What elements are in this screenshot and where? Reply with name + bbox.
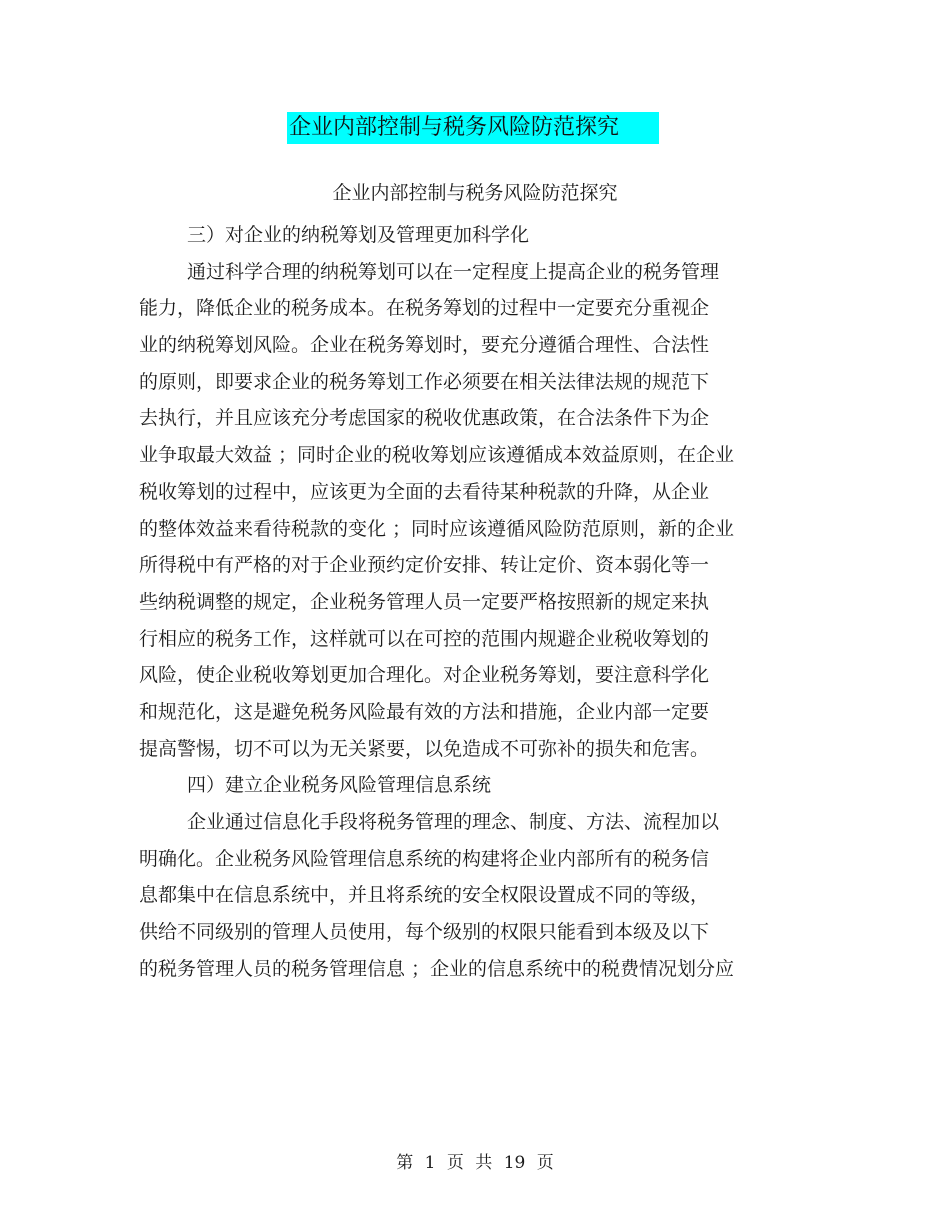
- paragraph-line: 风险，使企业税收筹划更加合理化。对企业税务筹划，要注意科学化: [139, 664, 710, 687]
- body-text: [139, 217, 799, 987]
- paragraph-line: 能力，降低企业的税务成本。在税务筹划的过程中一定要充分重视企: [139, 297, 710, 320]
- paragraph-line: 明确化。企业税务风险管理信息系统的构建将企业内部所有的税务信: [139, 847, 710, 870]
- paragraph-line: 些纳税调整的规定，企业税务管理人员一定要严格按照新的规定来执: [139, 590, 710, 613]
- paragraph-line: 业争取最大效益 ；同时企业的税收筹划应该遵循成本效益原则，在企业: [139, 444, 735, 467]
- paragraph-line: 息都集中在信息系统中，并且将系统的安全权限设置成不同的等级，: [139, 884, 710, 907]
- paragraph-line: 业的纳税筹划风险。企业在税务筹划时，要充分遵循合理性、合法性: [139, 334, 710, 357]
- paragraph-line: 供给不同级别的管理人员使用，每个级别的权限只能看到本级及以下: [139, 921, 710, 944]
- paragraph-line: 的税务管理人员的税务管理信息 ；企业的信息系统中的税费情况划分应: [139, 957, 735, 980]
- paragraph-line: 和规范化，这是避免税务风险最有效的方法和措施，企业内部一定要: [139, 700, 710, 723]
- paragraph-line: 的原则，即要求企业的税务筹划工作必须要在相关法律法规的规范下: [139, 370, 710, 393]
- paragraph-line: 的整体效益来看待税款的变化 ；同时应该遵循风险防范原则，新的企业: [139, 517, 735, 540]
- document-subtitle: 企业内部控制与税务风险防范探究: [332, 182, 618, 204]
- paragraph-line: 税收筹划的过程中，应该更为全面的去看待某种税款的升降，从企业: [139, 480, 710, 503]
- paragraph-line: 通过科学合理的纳税筹划可以在一定程度上提高企业的税务管理: [187, 260, 720, 283]
- paragraph-line: 行相应的税务工作，这样就可以在可控的范围内规避企业税收筹划的: [139, 627, 710, 650]
- paragraph-line: 去执行，并且应该充分考虑国家的税收优惠政策，在合法条件下为企: [139, 407, 710, 430]
- title-container: [0, 112, 950, 144]
- paragraph-line: 提高警惕，切不可以为无关紧要，以免造成不可弥补的损失和危害。: [139, 737, 710, 760]
- section-heading-3: 三）对企业的纳税筹划及管理更加科学化: [187, 224, 530, 246]
- document-title: 企业内部控制与税务风险防范探究: [287, 112, 659, 144]
- paragraph-line: 所得税中有严格的对于企业预约定价安排、转让定价、资本弱化等一: [139, 554, 710, 577]
- section-heading-4: 四）建立企业税务风险管理信息系统: [187, 774, 492, 797]
- page-number-footer: 第 1 页 共 19 页: [396, 1153, 554, 1173]
- paragraph-line: 企业通过信息化手段将税务管理的理念、制度、方法、流程加以: [187, 811, 720, 833]
